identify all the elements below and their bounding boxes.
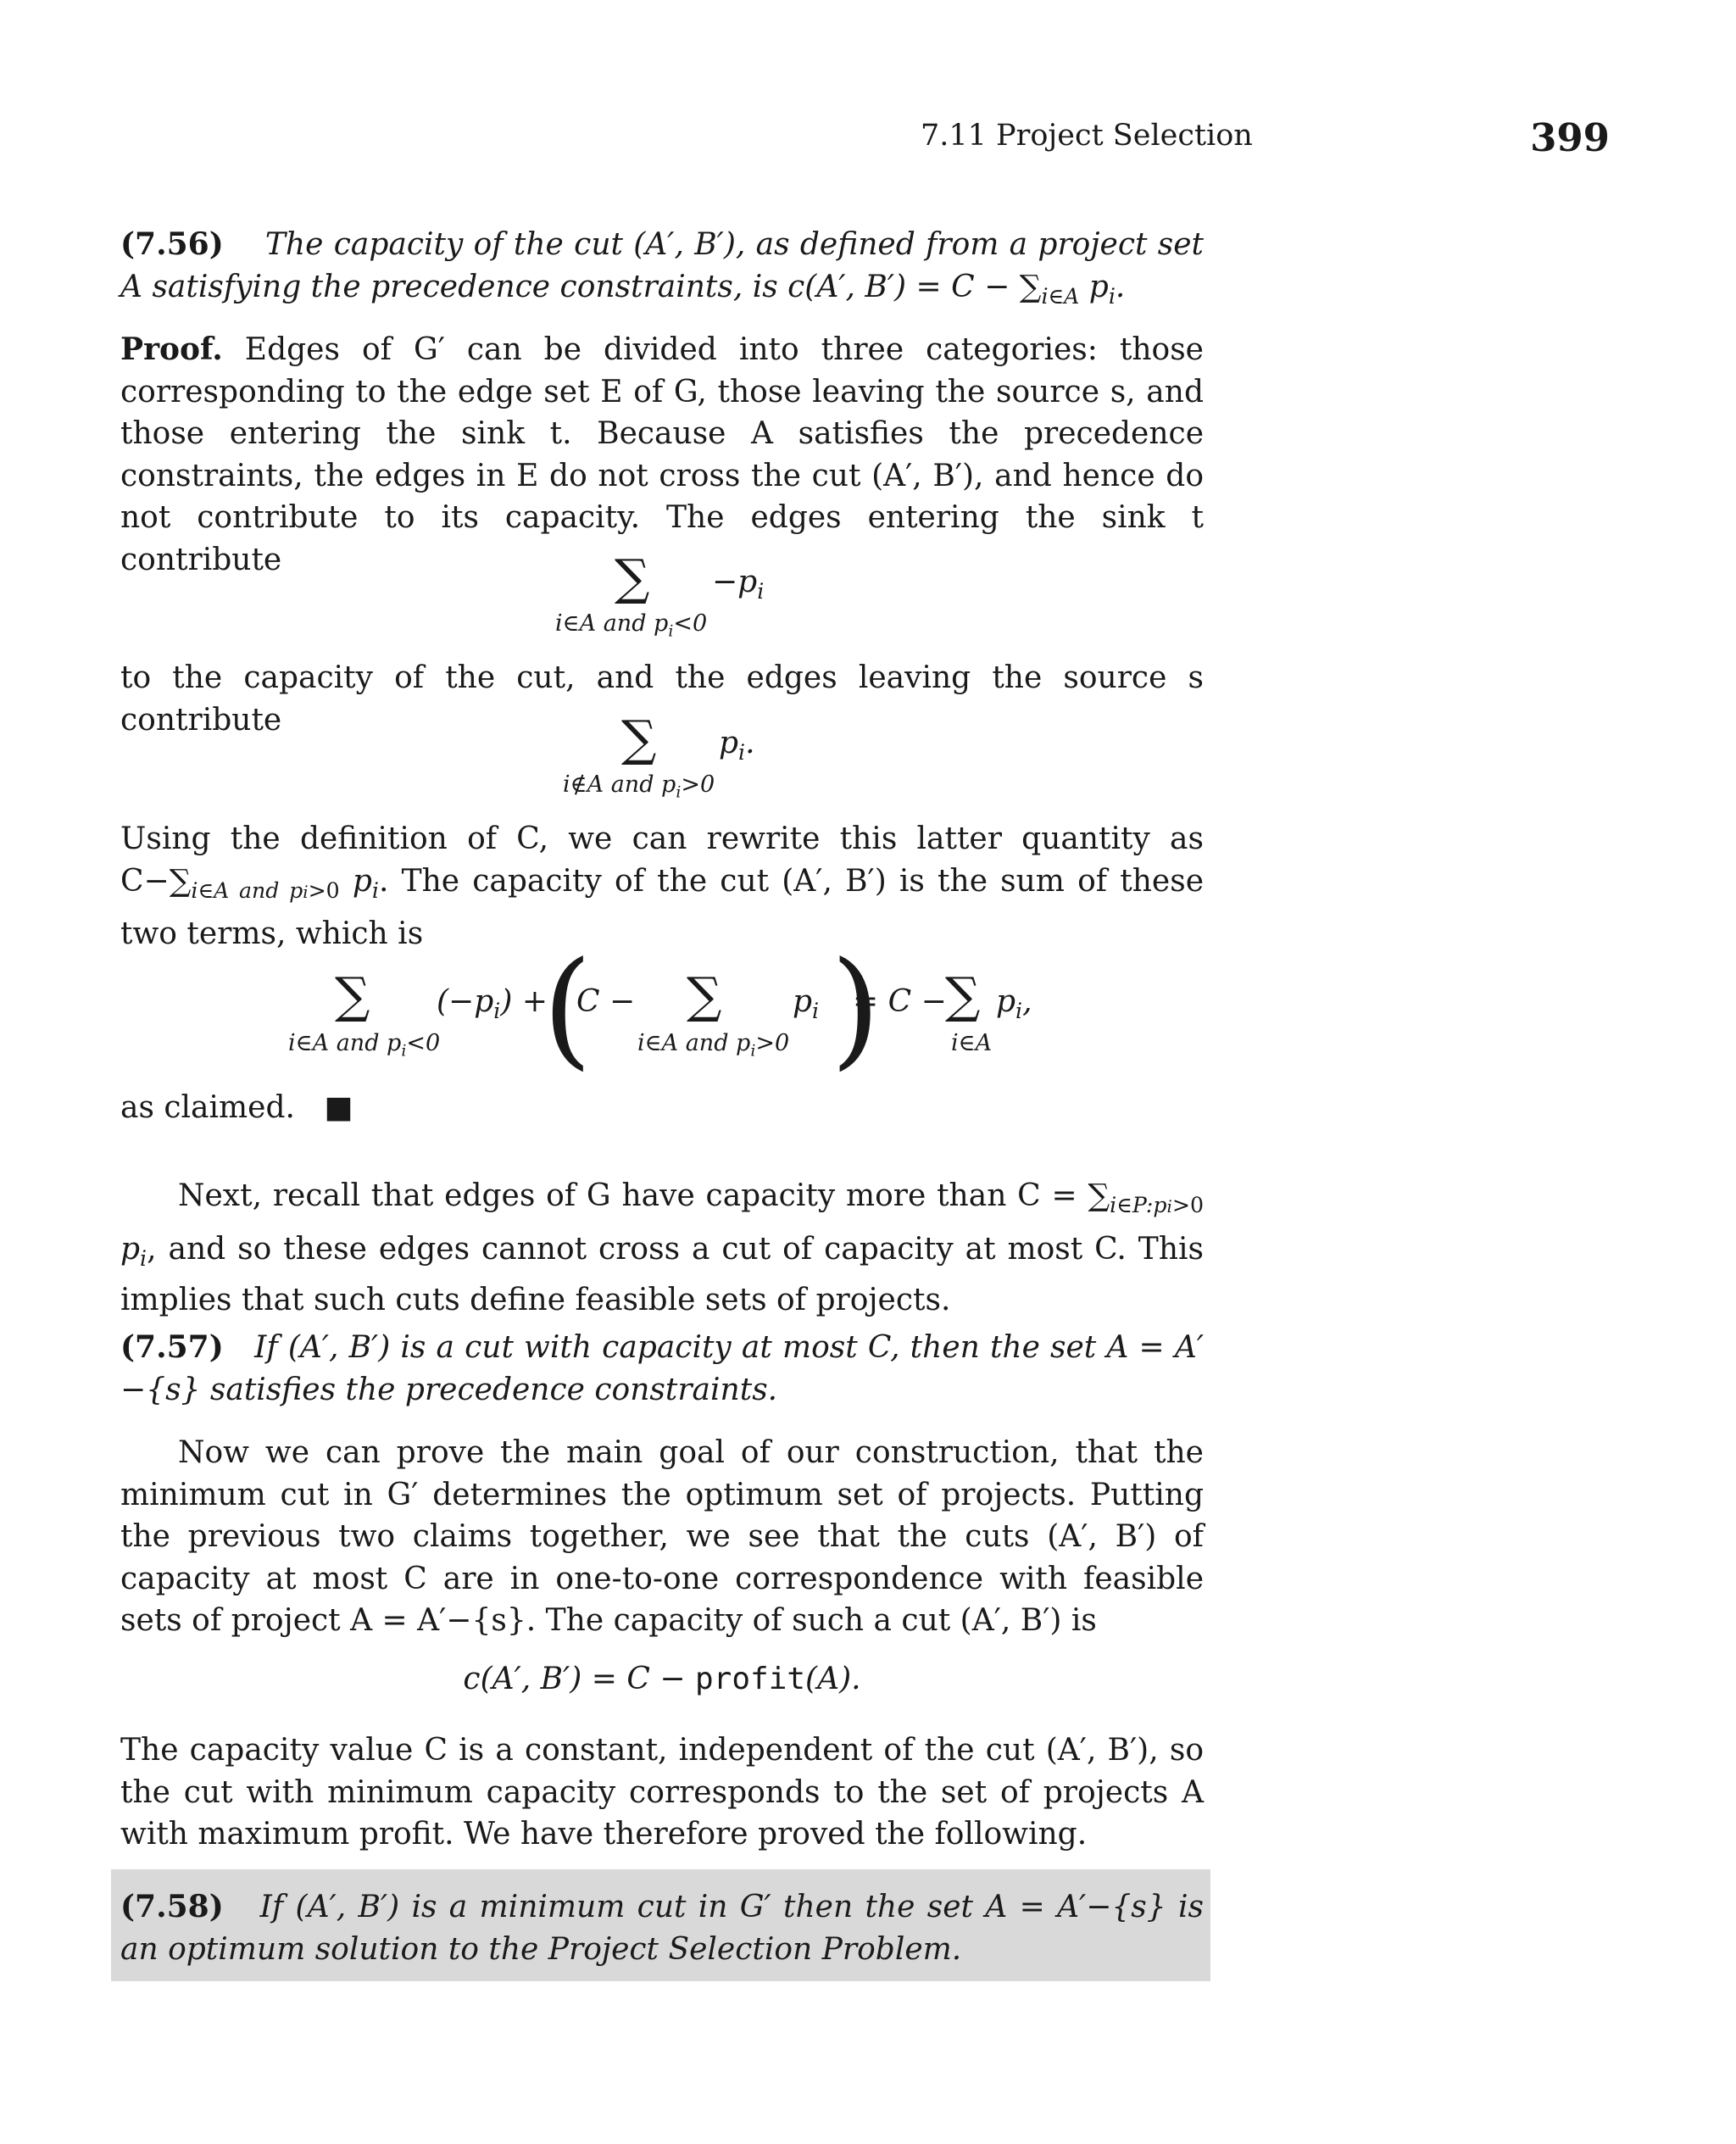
paragraph-4: Next, recall that edges of G have capacity more than $C = \sum_{i\in P:pi>0}$ $p_i$, and so these edges cannot cross a cut of capacity at most C. This implies that such cuts define feasible sets of projects. <box>120 1178 1204 1318</box>
sum-index-3: i∈A <box>951 1030 993 1056</box>
running-header: 7.11 Project Selection <box>921 119 1253 153</box>
profit-function: profit <box>695 1662 806 1696</box>
paragraph-6: The capacity value C is a constant, independent of the cut (A′, B′), so the cut with minimum capacity corresponds to the set of projects A with maximum profit. We have therefore proved the following. <box>120 1733 1204 1852</box>
equation-capacity-total <box>288 935 1051 1089</box>
left-paren: ( <box>542 935 593 1083</box>
equation-profit: c(A′, B′) = C − profit(A). <box>463 1662 861 1696</box>
sum-index: i∈A and $p_i<0$ <box>555 610 708 641</box>
sigma-symbol: ∑ <box>621 710 657 767</box>
sigma-symbol-3: ∑ <box>945 966 981 1024</box>
sum-index-1: i∈A and $p_i<0$ <box>288 1030 441 1061</box>
claim-7-58 <box>120 1886 1204 1970</box>
sum-index-2: i∈A and $p_i>0$ <box>637 1030 790 1061</box>
sigma-symbol-1: ∑ <box>335 966 370 1024</box>
sum-index: i∉A and $p_i>0$ <box>563 771 715 802</box>
claim-label: (7.57) <box>120 1329 224 1365</box>
sigma-symbol: ∑ <box>615 549 650 606</box>
summand: $-p_i$ <box>712 565 765 604</box>
claim-text: If (A′, B′) is a cut with capacity at most C, then the set A = A′−{s} satisfies the precedence constraints. <box>120 1330 1204 1407</box>
paragraph-5: Now we can prove the main goal of our construction, that the minimum cut in G′ determines the optimum set of projects. Putting the previous two claims together, we see that the cuts (A′, B′) of capacity at most C are in one-to-one correspondence with feasible sets of project A = A′−{s}. The capacity of such a cut (A′, B′) is <box>120 1435 1204 1638</box>
summand-3: $p_i$, <box>996 984 1032 1024</box>
as-claimed: as claimed. ■ <box>120 1090 353 1125</box>
summand-1: $(-p_i)$ + <box>437 984 548 1024</box>
equals-c-minus: = C − <box>853 984 947 1019</box>
paragraph-3: Using the definition of C, we can rewrite this latter quantity as $C-\sum_{i\in A and pi>0}$ $p_i$. The capacity of the cut (A′, B′) is the sum of these two terms, which is <box>120 821 1204 952</box>
claim-label: (7.56) <box>120 226 224 262</box>
proof-text: Edges of G′ can be divided into three categories: those corresponding to the edge set E of G, those leaving the source s, and those entering the sink t. Because A satisfies the precedence constraints, the edges in E do not cross the cut (A′, B′), and hence do not contribute to its capacity. The edges entering the sink t contribute <box>120 332 1204 577</box>
claim-label: (7.58) <box>120 1889 224 1924</box>
claim-text: If (A′, B′) is a minimum cut in G′ then the set A = A′−{s} is an optimum solution to the Project Selection Problem. <box>120 1890 1204 1967</box>
proof-label: Proof. <box>120 331 223 367</box>
claim-7-56 <box>120 224 1204 317</box>
right-paren: ) <box>831 935 881 1083</box>
qed-icon: ■ <box>324 1090 353 1125</box>
text-line-2: to the capacity of the cut, and the edges leaving the source s contribute <box>120 660 1204 738</box>
c-minus: C − <box>576 984 636 1019</box>
claim-text: The capacity of the cut (A′, B′), as defined from a project set A satisfying the precedence constraints, is c(A′, $B') = C - \sum_{i\in A}$ $p_i$. <box>120 227 1204 309</box>
sigma-symbol-2: ∑ <box>687 966 722 1024</box>
page-number: 399 <box>1530 115 1610 160</box>
summand-2: $p_i$ <box>793 984 820 1024</box>
summand: $p_i$. <box>719 726 755 766</box>
proof-paragraph <box>120 329 1204 581</box>
claim-7-57 <box>120 1327 1204 1411</box>
